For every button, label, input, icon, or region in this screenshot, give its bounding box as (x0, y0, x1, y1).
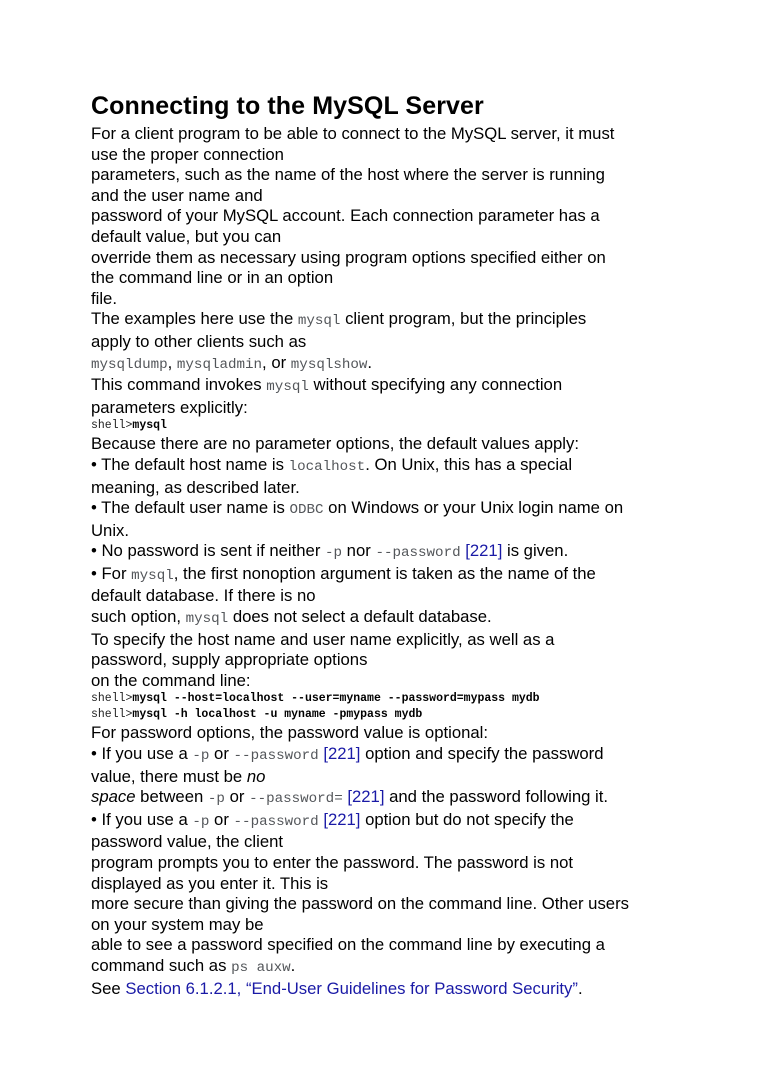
text-line (91, 810, 711, 833)
text: or (209, 744, 234, 764)
text: • The default host name is (91, 454, 289, 474)
text-line: For a client program to be able to connect to the MySQL server, it must (91, 124, 615, 143)
text: • If you use a (91, 744, 193, 764)
text: , the first nonoption argument is taken as the name of the (173, 563, 596, 583)
text: . On Unix, this has a special (365, 454, 573, 474)
text: or (224, 787, 250, 807)
text-line (91, 353, 711, 376)
text-line: To specify the host name and user name explicitly, as well as a (91, 629, 555, 649)
text: . (367, 352, 373, 372)
inline-code: mysql (297, 313, 341, 330)
text: , or (262, 352, 291, 372)
option-reference-link[interactable]: [221] (323, 809, 361, 829)
inline-code: -p (192, 813, 210, 830)
code-block (91, 418, 711, 434)
text-line: parameters explicitly: (91, 397, 248, 417)
document-page (91, 90, 711, 999)
text-line (91, 564, 711, 587)
shell-command: mysql -h localhost -u myname -pmypass mydb (132, 708, 423, 722)
text: nor (342, 541, 376, 561)
text-line: displayed as you enter it. This is (91, 873, 329, 893)
text: value, there must be (91, 766, 247, 786)
text-line: password of your MySQL account. Each connection parameter has a (91, 206, 600, 226)
bullet-default-user (91, 498, 711, 541)
text: . (290, 955, 296, 975)
examples-paragraph (91, 309, 711, 375)
text: option but do not specify the (360, 809, 574, 829)
text: or (209, 809, 234, 829)
text: . (577, 978, 583, 998)
text: on Windows or your Unix login name on (323, 498, 624, 518)
text-line (91, 956, 711, 979)
inline-code: --password (233, 813, 319, 830)
text: • For (91, 563, 132, 583)
inline-code: -p (192, 748, 210, 765)
text-line (91, 744, 711, 767)
text-line: able to see a password specified on the command line by executing a (91, 935, 605, 955)
text-line: override them as necessary using program options specified either on (91, 247, 606, 267)
shell-prompt: shell> (91, 419, 133, 433)
shell-prompt: shell> (91, 708, 133, 722)
bullet-no-password (91, 541, 711, 564)
text-line: password, supply appropriate options (91, 650, 368, 670)
inline-code: mysqlshow (290, 356, 368, 373)
bullet-password-prompt (91, 810, 711, 979)
shell-command: mysql (132, 419, 167, 433)
text: command such as (91, 955, 232, 975)
text: , (167, 352, 177, 372)
text-line: meaning, as described later. (91, 477, 300, 497)
text-line: file. (91, 288, 117, 308)
code-block (91, 707, 711, 723)
text-line: more secure than giving the password on the command line. Other users (91, 894, 629, 914)
specify-paragraph (91, 630, 711, 724)
invoke-paragraph (91, 375, 711, 434)
code-block (91, 691, 711, 707)
option-reference-link[interactable]: [221] (347, 787, 385, 807)
text: • The default user name is (91, 498, 290, 518)
text: such option, (91, 607, 186, 627)
text-line: Because there are no parameter options, the default values apply: (91, 434, 579, 454)
text-line: and the user name and (91, 185, 263, 205)
text-line (91, 375, 711, 398)
text-line: on your system may be (91, 914, 264, 934)
text: • No password is sent if neither (91, 541, 326, 561)
intro-paragraph (91, 124, 711, 309)
inline-code: localhost (288, 458, 366, 475)
inline-code: mysql (185, 611, 229, 628)
inline-code: -p (207, 791, 225, 808)
section-link[interactable]: Section 6.1.2.1, “End-User Guidelines for Password Security” (125, 978, 578, 998)
text-line (91, 767, 711, 788)
option-reference-link[interactable]: [221] (323, 744, 361, 764)
see-also-line (91, 979, 711, 1000)
text: without specifying any connection (308, 375, 563, 395)
text-line: apply to other clients such as (91, 331, 307, 351)
text-line: password value, the client (91, 832, 284, 852)
bullet-default-host (91, 455, 711, 498)
inline-code: -p (325, 545, 343, 562)
inline-code: --password= (249, 791, 343, 808)
text-line (91, 787, 711, 810)
text: This command invokes (91, 375, 267, 395)
page-title: Connecting to the MySQL Server (91, 92, 484, 120)
shell-prompt: shell> (91, 692, 133, 706)
inline-code: --password (233, 748, 319, 765)
text-line: default database. If there is no (91, 586, 316, 606)
emphasis: no (246, 766, 266, 786)
text-line (91, 455, 711, 478)
text: • If you use a (91, 809, 193, 829)
text-line: the command line or in an option (91, 268, 334, 288)
text: is given. (502, 541, 569, 561)
text-line (91, 309, 711, 332)
text-line: on the command line: (91, 670, 251, 690)
text: option and specify the password (360, 744, 604, 764)
text: The examples here use the (91, 309, 298, 329)
text: between (135, 787, 208, 807)
inline-code: mysqldump (91, 356, 168, 373)
inline-code: --password (375, 545, 461, 562)
shell-command: mysql --host=localhost --user=myname --password=mypass mydb (132, 692, 540, 706)
inline-code: mysql (131, 567, 174, 584)
text-line: program prompts you to enter the password. The password is not (91, 853, 574, 872)
option-reference-link[interactable]: [221] (465, 541, 503, 561)
text-line: parameters, such as the name of the host where the server is running (91, 165, 605, 185)
inline-code: mysqladmin (176, 356, 263, 373)
inline-code: mysql (266, 379, 309, 396)
text: does not select a default database. (228, 607, 492, 627)
bullet-nonoption-argument (91, 564, 711, 630)
inline-code: ODBC (289, 502, 324, 519)
inline-code: ps auxw (231, 959, 291, 976)
bullet-password-value (91, 744, 711, 810)
text-line: For password options, the password value is optional: (91, 723, 489, 743)
text-line: default value, but you can (91, 226, 282, 246)
emphasis: space (91, 787, 136, 807)
text-line (91, 498, 711, 521)
text-line: Unix. (91, 520, 130, 540)
text: See (91, 978, 126, 998)
text: and the password following it. (384, 787, 609, 807)
text: client program, but the principles (340, 309, 587, 329)
text-line (91, 541, 711, 564)
text-line: use the proper connection (91, 144, 284, 164)
text-line (91, 607, 711, 630)
